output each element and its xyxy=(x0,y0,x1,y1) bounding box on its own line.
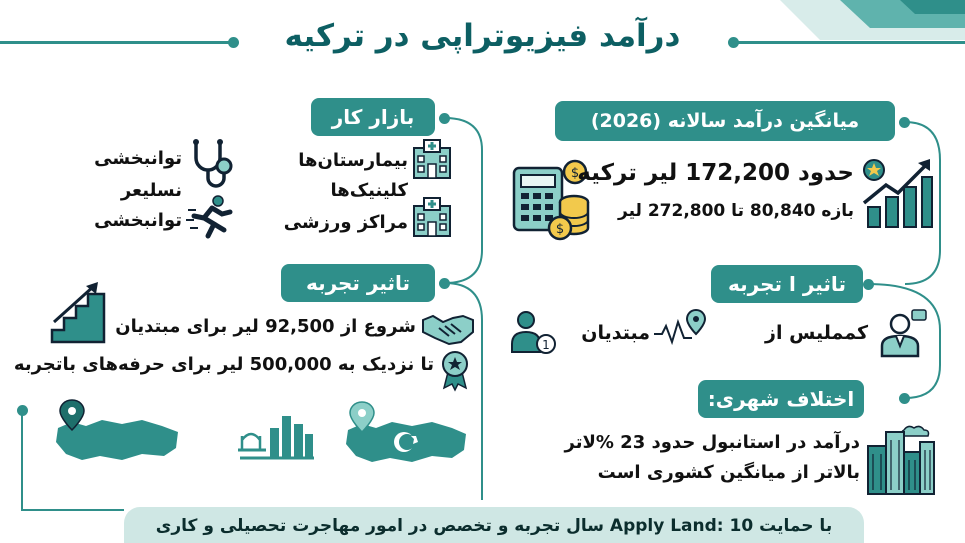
svg-text:$: $ xyxy=(555,222,565,237)
connector-dot-3 xyxy=(899,393,910,404)
map-pin-path-icon xyxy=(652,308,708,348)
coin-person-icon xyxy=(510,310,558,354)
turkey-map-icon xyxy=(52,398,182,480)
hospital-icon xyxy=(411,138,453,180)
city-difference-line-1: درآمد در استانبول حدود 23 %لاتر xyxy=(564,432,860,453)
svg-text:$: $ xyxy=(570,166,580,181)
connector-dot-6 xyxy=(17,405,28,416)
city-skyline-icon xyxy=(238,410,316,460)
page-title: درآمد فیزیوتراپی در ترکیه xyxy=(284,18,681,54)
job-market-place-3: مراکز ورزشی xyxy=(283,212,408,233)
experience-right-label-beginner: مبتدیان xyxy=(581,322,650,344)
connector-dot-5 xyxy=(439,278,450,289)
job-market-header: بازار کار xyxy=(311,98,435,136)
city-difference-line-2: بالاتر از میانگین کشوری است xyxy=(597,462,860,483)
job-market-place-1: بیمارستان‌ها xyxy=(298,150,408,171)
city-difference-header: اختلاف شهری: xyxy=(698,380,864,418)
average-income-header: میانگین درآمد سالانه (2026) xyxy=(555,101,895,141)
runner-icon xyxy=(186,196,236,240)
growth-chart-icon xyxy=(862,155,934,230)
stairs-growth-icon xyxy=(48,282,108,344)
job-market-role-2: نسلیعر xyxy=(120,180,182,201)
footer-banner: با حمایت Apply Land: 10 سال تجربه و تخصص در امور مهاجرت تحصیلی و کاری xyxy=(124,507,864,543)
turkey-flag-map-icon xyxy=(342,400,470,482)
handshake-icon xyxy=(421,312,475,346)
experience-right-header: تاثیر ا تجربه xyxy=(711,265,863,303)
doctor-icon xyxy=(878,308,928,358)
connector-dot-2 xyxy=(863,279,874,290)
job-market-place-2: کلینیک‌ها xyxy=(330,180,408,201)
award-badge-icon xyxy=(440,350,470,390)
average-income-amount: حدود 172,200 لیر ترکیه xyxy=(577,160,854,186)
experience-left-line-2: تا نزدیک به 500,000 لیر برای حرفه‌های باتجربه xyxy=(13,354,434,375)
skyscrapers-icon xyxy=(864,422,936,496)
svg-text:1: 1 xyxy=(542,338,550,352)
connector-dot-1 xyxy=(899,117,910,128)
experience-left-line-1: شروع از 92,500 لیر برای مبتدیان xyxy=(115,316,416,337)
experience-right-label-pro: کمملیس از xyxy=(765,322,868,344)
job-market-role-3: توانبخشی xyxy=(94,210,182,231)
connector-dot-4 xyxy=(439,113,450,124)
stethoscope-icon xyxy=(188,138,234,188)
experience-left-header: تاثیر تجربه xyxy=(281,264,435,302)
job-market-role-1: توانبخشی xyxy=(94,148,182,169)
average-income-range: بازه 80,840 تا 272,800 لیر xyxy=(618,201,854,221)
hospital-icon-2 xyxy=(411,196,453,238)
